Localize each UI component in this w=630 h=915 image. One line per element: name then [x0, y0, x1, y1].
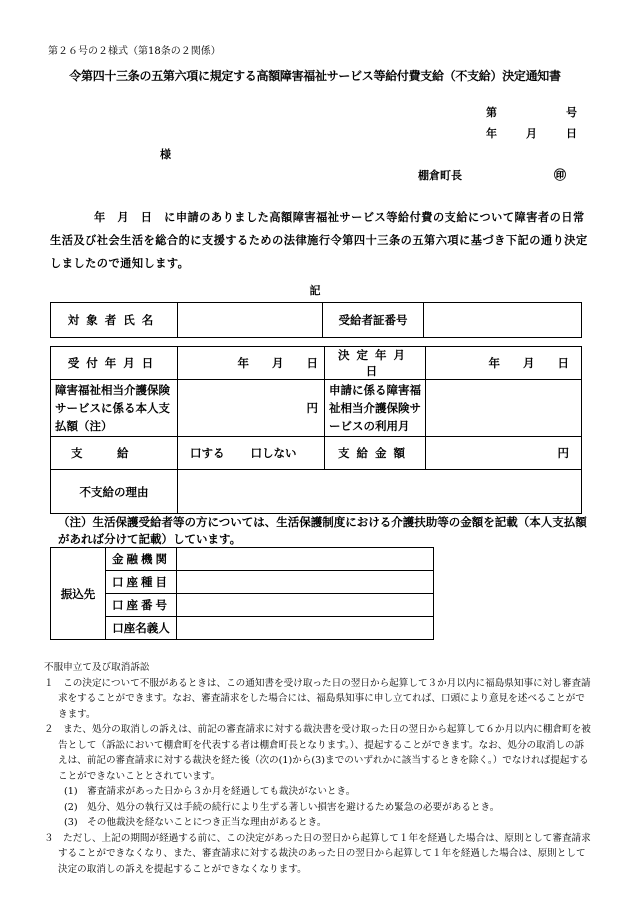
appeal-item-1: １ この決定について不服があるときは、この通知書を受け取った日の翌日から起算して３か月以内に福島県知事に対し審査請求をすることができます。なお、審査請求をした場合には、福島県知事に申し立てれば、口頭により意見を述べることができます。	[44, 677, 591, 720]
ki-heading: 記	[309, 284, 321, 297]
date-year: 年	[486, 127, 497, 140]
amount-unit: 円	[426, 437, 582, 470]
appeal-sub-3: (3) その他裁決を経ないことにつき正当な理由があるとき。	[64, 817, 327, 828]
appeal-sub-1: (1) 審査請求があった日から３か月を経過しても裁決がないとき。	[64, 786, 356, 797]
date-day: 日	[566, 127, 577, 140]
decision-date-value: 年 月 日	[426, 347, 582, 380]
bank-row-label: 口座種目	[106, 571, 177, 594]
receipt-date-value: 年 月 日	[178, 347, 325, 380]
bank-table	[50, 547, 434, 640]
page-title: 令第四十三条の五第六項に規定する高額障害福祉サービス等給付費支給（不支給）決定通知書	[69, 69, 561, 83]
cert-value	[424, 303, 582, 338]
cert-label: 受給者証番号	[323, 303, 424, 338]
bank-row-value	[177, 548, 434, 571]
amount-label: 支給金額	[325, 437, 426, 470]
doc-number-dai: 第	[486, 106, 497, 119]
bank-row-label: 口座番号	[106, 594, 177, 617]
applicant-table	[50, 302, 582, 338]
self-pay-label: 障害福祉相当介護保険サービスに係る本人支払額（注）	[51, 380, 178, 437]
doc-number-go: 号	[566, 106, 577, 119]
appeal-item-2: ２ また、処分の取消しの訴えは、前記の審査請求に対する裁決書を受け取った日の翌日から起算して６か月以内に棚倉町を被告として（訴訟において棚倉町を代表する者は棚倉町長となります。）、提起することができます。なお、処分の取消しの訴えは、前記の審査請求に対する裁決を経た後（次の(1)から(3)までのいずれかに該当するときを除く。）でなければ提起することができないこととされています。	[44, 724, 591, 782]
decision-table	[50, 346, 582, 514]
bank-group-label: 振込先	[51, 548, 106, 640]
issuer-name: 棚倉町長	[418, 169, 462, 182]
bank-row-value	[177, 594, 434, 617]
bank-row-label: 口座名義人	[106, 617, 177, 640]
payment-no-checkbox[interactable]: 口しない	[250, 446, 297, 460]
appeal-sub-2: (2) 処分、処分の執行又は手続の続行により生ずる著しい損害を避けるため緊急の必要があるとき。	[64, 801, 500, 813]
receipt-date-label: 受付年月日	[51, 347, 178, 380]
seal-mark: ㊞	[554, 168, 567, 182]
month-value	[426, 380, 582, 437]
addressee-suffix: 様	[160, 148, 171, 161]
payment-label: 支 給	[51, 437, 178, 470]
decision-date-label: 決定年月日	[325, 347, 426, 380]
appeal-item-3: ３ ただし、上記の期間が経過する前に、この決定があった日の翌日から起算して１年を経過した場合は、原則として審査請求することができなくなり、また、審査請求に対する裁決のあった日の翌日から起算して１年を経過した場合は、原則として決定の取消しの訴えを提起することができなくなります。	[44, 832, 591, 875]
name-label: 対象者氏名	[51, 303, 178, 338]
month-label: 申請に係る障害福祉相当介護保険サービスの利用月	[325, 380, 426, 437]
bank-row-label: 金融機関	[106, 548, 177, 571]
reason-label: 不支給の理由	[51, 470, 178, 514]
payment-yes-checkbox[interactable]: 口する	[190, 446, 225, 460]
self-pay-unit: 円	[178, 380, 325, 437]
appeal-section	[44, 660, 592, 877]
reason-value	[178, 470, 582, 514]
bank-row-value	[177, 617, 434, 640]
date-month: 月	[526, 127, 537, 140]
note-text: （注）生活保護受給者等の方については、生活保護制度における介護扶助等の金額を記載（本人支払額があれば分けて記載）しています。	[58, 515, 587, 546]
name-value	[178, 303, 323, 338]
appeal-heading: 不服申立て及び取消訴訟	[44, 662, 150, 673]
form-number: 第２６号の２様式（第18条の２関係）	[48, 46, 221, 57]
bank-row-value	[177, 571, 434, 594]
intro-text: 年 月 日 に申請のありました高額障害福祉サービス等給付費の支給について障害者の日常生活及び社会生活を総合的に支援するための法律施行令第四十三条の五第六項に基づき下記の通り決定しましたので通知します。	[50, 211, 588, 270]
payment-options	[178, 437, 325, 470]
